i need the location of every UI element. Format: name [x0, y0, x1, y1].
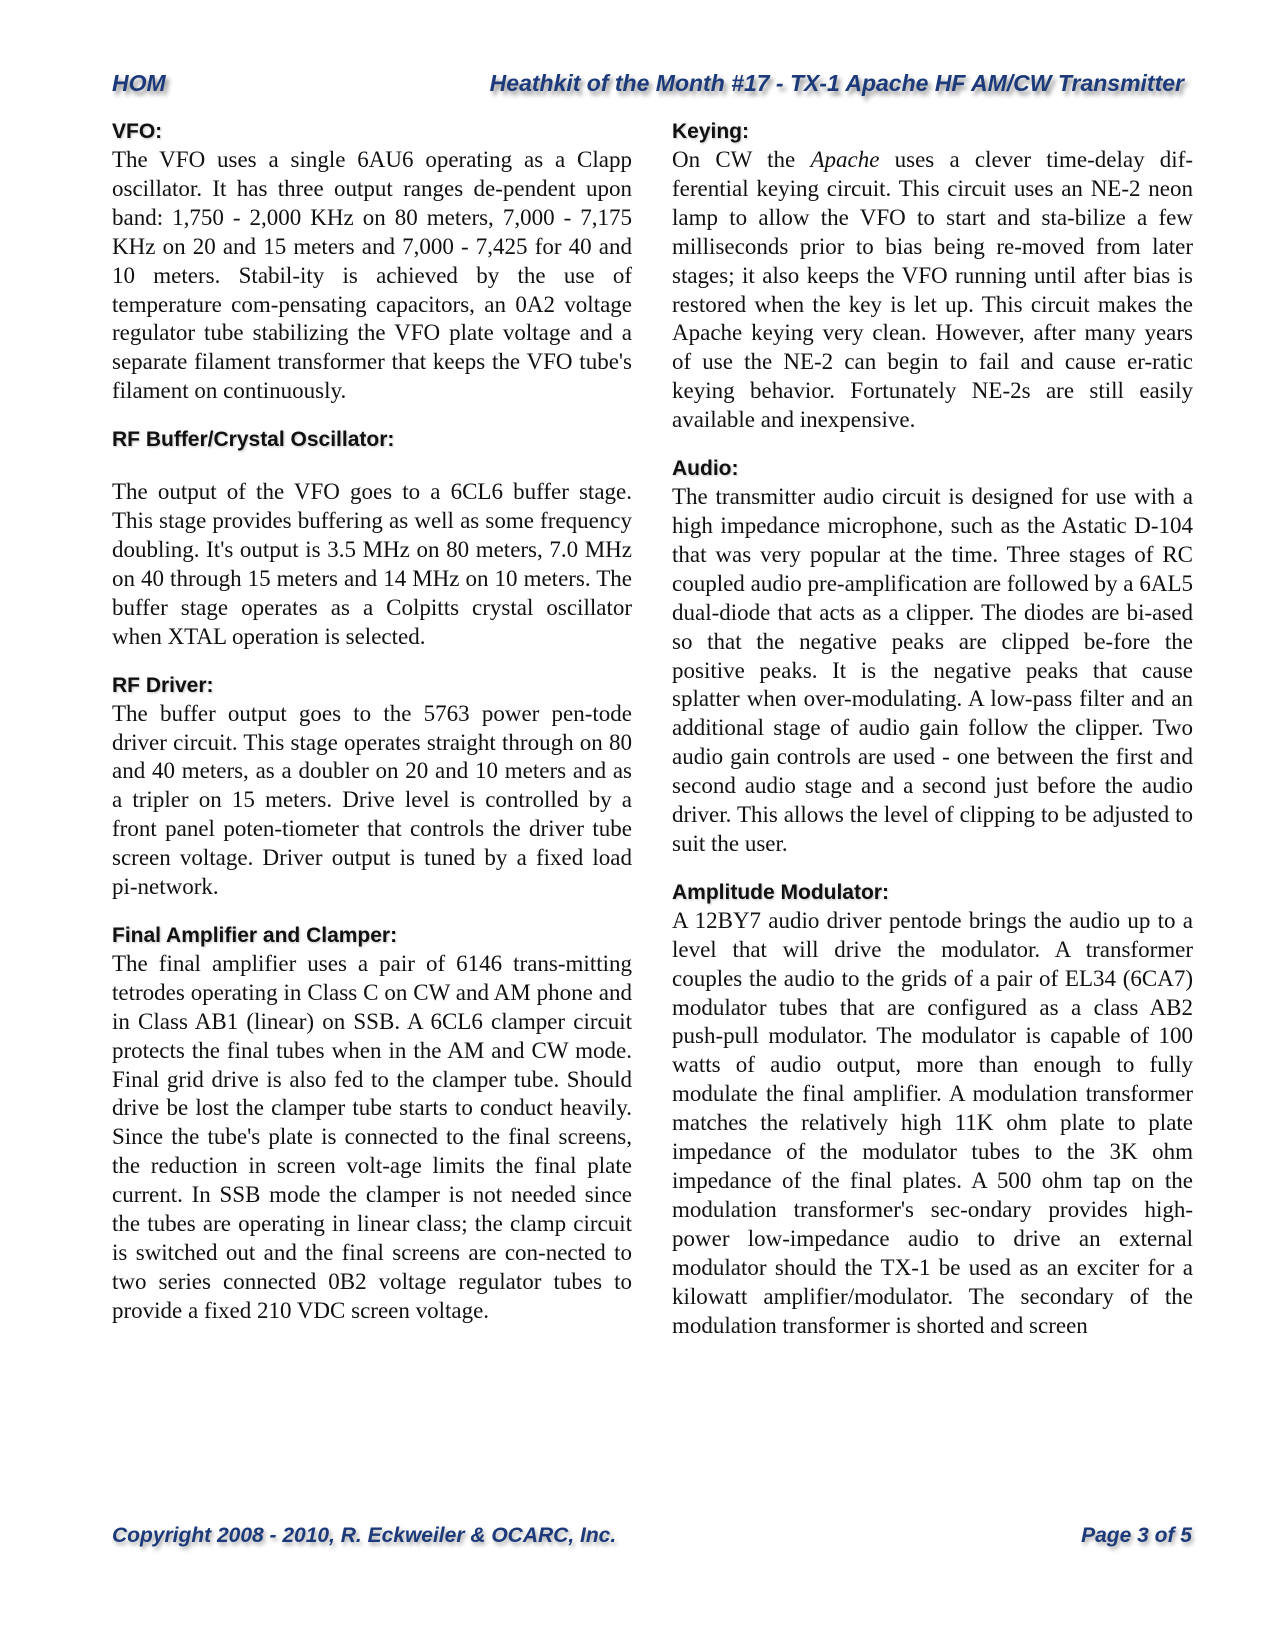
section-text-final-amplifier: The final amplifier uses a pair of 6146 trans-mitting tetrodes operating in Class C on CW and AM phone and in Class AB1 (linear) on SSB. A 6CL6 clamper circuit protects the final tubes when in the AM and CW mode. Final grid drive is also fed to the clamper tube. Should drive be lost the clamper tube starts to conduct heavily. Since the tube's plate is connected to the final screens, the reduction in screen volt-age limits the final plate current. In SSB mode the clamper is not needed since the tubes are operating in linear class; the clamp circuit is switched out and the final screens are con-nected to two series connected 0B2 voltage regulator tubes to provide a fixed 210 VDC screen voltage.: [112, 950, 632, 1323]
keying-text-post: uses a clever time-delay dif-ferential keying circuit. This circuit uses an NE-2 neon lamp to allow the VFO to start and sta-bilize a few milliseconds prior to bias being re-moved from later stages; it also keeps the VFO running until after bias is restored when the key is let up. This circuit makes the Apache keying very clean. However, after many years of use the NE-2 can begin to fail and cause er-ratic keying behavior. Fortunately NE-2s are still easily available and inexpensive.: [672, 147, 1194, 433]
section-title-audio: Audio:: [672, 457, 739, 481]
keying-text-pre: On CW the: [672, 147, 811, 172]
right-column: [672, 118, 1193, 1340]
footer-page-number: Page 3 of 5: [1081, 1524, 1192, 1547]
section-title-amplitude-modulator: Amplitude Modulator:: [672, 880, 889, 904]
section-rf-driver: [112, 672, 632, 902]
section-amplitude-modulator: [672, 879, 1193, 1341]
page-footer: [112, 1524, 1192, 1554]
section-vfo: [112, 118, 632, 406]
page-header: [112, 70, 1184, 102]
section-keying: [672, 118, 1193, 435]
section-title-final-amplifier: Final Amplifier and Clamper:: [112, 923, 398, 947]
section-title-rf-buffer: RF Buffer/Crystal Oscillator:: [112, 428, 395, 452]
left-column: [112, 118, 632, 1326]
section-audio: [672, 455, 1193, 859]
section-text-vfo: The VFO uses a single 6AU6 operating as a Clapp oscillator. It has three output ranges de-pendent upon band: 1,750 - 2,000 KHz on 80 meters, 7,000 - 7,175 KHz on 20 and 15 meters and 7,000 - 7,425 for 40 and 10 meters. Stabil-ity is achieved by the use of temperature com-pensating capacitors, an 0A2 voltage regulator tube stabilizing the VFO plate voltage and a separate filament transformer that keeps the VFO tube's filament on continuously.: [112, 147, 632, 404]
section-title-vfo: VFO:: [112, 120, 163, 143]
section-title-rf-driver: RF Driver:: [112, 673, 214, 697]
section-text-rf-buffer: The output of the VFO goes to a 6CL6 buffer stage. This stage provides buffering as well as some frequency doubling. It's output is 3.5 MHz on 80 meters, 7.0 MHz on 40 through 15 meters and 14 MHz on 10 meters. The buffer stage operates as a Colpitts crystal oscillator when XTAL operation is selected.: [112, 479, 632, 649]
footer-copyright: Copyright 2008 - 2010, R. Eckweiler & OCARC, Inc.: [112, 1524, 617, 1547]
section-title-keying: Keying:: [672, 120, 750, 143]
section-text-audio: The transmitter audio circuit is designed for use with a high impedance microphone, such as the Astatic D-104 that was very popular at the time. Three stages of RC coupled audio pre-amplification are followed by a 6AL5 dual-diode that acts as a clipper. The diodes are bi-ased so that the negative peaks are clipped be-fore the positive peaks. It is the negative peaks that cause splatter when over-modulating. A low-pass filter and an additional stage of audio gain follow the clipper. Two audio gain controls are used - one between the first and second audio stage and a second just before the audio driver. This allows the level of clipping to be adjusted to suit the user.: [672, 484, 1193, 856]
header-title: Heathkit of the Month #17 - TX-1 Apache HF AM/CW Transmitter: [489, 70, 1184, 96]
section-text-keying: [672, 146, 1193, 435]
section-rf-buffer: [112, 426, 632, 651]
keying-text-italic: Apache: [810, 147, 880, 172]
section-text-amplitude-modulator: A 12BY7 audio driver pentode brings the audio up to a level that will drive the modulator. A transformer couples the audio to the grids of a pair of EL34 (6CA7) modulator tubes that are configured as a class AB2 push-pull modulator. The modulator is capable of 100 watts of audio output, more than enough to fully modulate the final amplifier. A modulation transformer matches the relatively high 11K ohm plate to plate impedance of the modulator tubes to the 3K ohm impedance of the final plates. A 500 ohm tap on the modulation transformer's sec-ondary provides high-power low-impedance audio to drive an external modulator should the TX-1 be used as an exciter for a kilowatt amplifier/modulator. The secondary of the modulation transformer is shorted and screen: [672, 907, 1193, 1338]
section-text-rf-driver: The buffer output goes to the 5763 power pen-tode driver circuit. This stage operates straight through on 80 and 40 meters, as a doubler on 20 and 10 meters and as a tripler on 15 meters. Drive level is controlled by a front panel poten-tiometer that controls the driver tube screen voltage. Driver output is tuned by a fixed load pi-network.: [112, 700, 632, 900]
section-final-amplifier: [112, 922, 632, 1326]
header-left-label: HOM: [112, 70, 166, 96]
